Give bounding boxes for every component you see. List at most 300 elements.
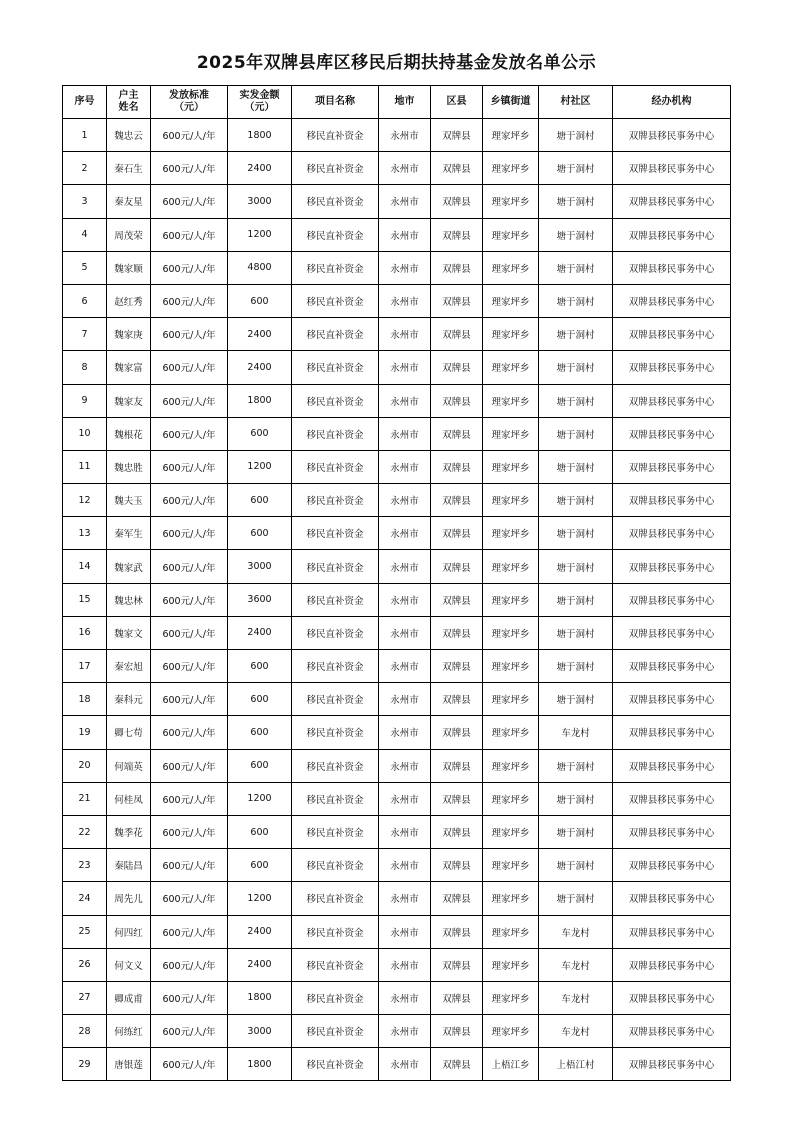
- header-village: 村社区: [539, 86, 613, 119]
- cell-no: 2: [63, 152, 107, 185]
- cell-amount: 600: [228, 517, 292, 550]
- cell-org: 双牌县移民事务中心: [613, 782, 731, 815]
- cell-standard: 600元/人/年: [151, 650, 228, 683]
- table-row: [63, 517, 731, 550]
- cell-name: 秦石生: [107, 152, 151, 185]
- cell-village: 塘于洞村: [539, 119, 613, 152]
- cell-project: 移民直补资金: [292, 1015, 379, 1048]
- cell-county: 双牌县: [431, 284, 483, 317]
- cell-org: 双牌县移民事务中心: [613, 749, 731, 782]
- cell-city: 永州市: [379, 716, 431, 749]
- header-standard-line1: 发放标准: [169, 90, 209, 101]
- cell-county: 双牌县: [431, 782, 483, 815]
- table-row: [63, 849, 731, 882]
- cell-standard: 600元/人/年: [151, 981, 228, 1014]
- cell-standard: 600元/人/年: [151, 185, 228, 218]
- cell-town: 理家坪乡: [483, 218, 539, 251]
- table-row: [63, 550, 731, 583]
- cell-amount: 2400: [228, 616, 292, 649]
- table-row: [63, 683, 731, 716]
- cell-name: 魏家友: [107, 384, 151, 417]
- cell-name: 何端英: [107, 749, 151, 782]
- cell-org: 双牌县移民事务中心: [613, 351, 731, 384]
- cell-city: 永州市: [379, 517, 431, 550]
- cell-village: 上梧江村: [539, 1048, 613, 1081]
- cell-no: 6: [63, 284, 107, 317]
- cell-town: 理家坪乡: [483, 650, 539, 683]
- table-row: [63, 251, 731, 284]
- cell-amount: 2400: [228, 915, 292, 948]
- cell-standard: 600元/人/年: [151, 716, 228, 749]
- cell-standard: 600元/人/年: [151, 1015, 228, 1048]
- header-org: 经办机构: [613, 86, 731, 119]
- cell-county: 双牌县: [431, 849, 483, 882]
- table-row: [63, 284, 731, 317]
- cell-town: 理家坪乡: [483, 981, 539, 1014]
- cell-name: 周茂荣: [107, 218, 151, 251]
- cell-no: 13: [63, 517, 107, 550]
- cell-town: 理家坪乡: [483, 152, 539, 185]
- cell-name: 魏忠林: [107, 583, 151, 616]
- cell-org: 双牌县移民事务中心: [613, 384, 731, 417]
- cell-village: 塘于洞村: [539, 749, 613, 782]
- header-amount-line1: 实发金额: [239, 90, 280, 101]
- cell-project: 移民直补资金: [292, 915, 379, 948]
- table-row: [63, 185, 731, 218]
- cell-town: 理家坪乡: [483, 284, 539, 317]
- cell-village: 车龙村: [539, 915, 613, 948]
- cell-city: 永州市: [379, 815, 431, 848]
- cell-name: 卿成甫: [107, 981, 151, 1014]
- cell-town: 理家坪乡: [483, 251, 539, 284]
- cell-county: 双牌县: [431, 915, 483, 948]
- cell-no: 16: [63, 616, 107, 649]
- cell-amount: 1800: [228, 119, 292, 152]
- cell-town: 理家坪乡: [483, 683, 539, 716]
- cell-town: 理家坪乡: [483, 882, 539, 915]
- table-row: [63, 981, 731, 1014]
- cell-name: 秦宏旭: [107, 650, 151, 683]
- cell-project: 移民直补资金: [292, 119, 379, 152]
- cell-amount: 600: [228, 417, 292, 450]
- cell-amount: 1800: [228, 1048, 292, 1081]
- cell-town: 理家坪乡: [483, 384, 539, 417]
- cell-village: 车龙村: [539, 1015, 613, 1048]
- cell-city: 永州市: [379, 782, 431, 815]
- cell-org: 双牌县移民事务中心: [613, 119, 731, 152]
- cell-town: 理家坪乡: [483, 849, 539, 882]
- cell-no: 20: [63, 749, 107, 782]
- cell-no: 12: [63, 484, 107, 517]
- cell-no: 21: [63, 782, 107, 815]
- cell-org: 双牌县移民事务中心: [613, 550, 731, 583]
- cell-amount: 1200: [228, 450, 292, 483]
- cell-org: 双牌县移民事务中心: [613, 185, 731, 218]
- cell-org: 双牌县移民事务中心: [613, 450, 731, 483]
- header-no: 序号: [63, 86, 107, 119]
- cell-village: 塘于洞村: [539, 815, 613, 848]
- cell-county: 双牌县: [431, 484, 483, 517]
- cell-city: 永州市: [379, 882, 431, 915]
- cell-city: 永州市: [379, 849, 431, 882]
- cell-village: 塘于洞村: [539, 882, 613, 915]
- table-row: [63, 450, 731, 483]
- cell-amount: 1200: [228, 218, 292, 251]
- cell-amount: 1800: [228, 981, 292, 1014]
- cell-city: 永州市: [379, 384, 431, 417]
- header-standard: [151, 86, 228, 119]
- cell-county: 双牌县: [431, 417, 483, 450]
- cell-village: 车龙村: [539, 981, 613, 1014]
- cell-no: 26: [63, 948, 107, 981]
- cell-standard: 600元/人/年: [151, 882, 228, 915]
- cell-project: 移民直补资金: [292, 583, 379, 616]
- cell-standard: 600元/人/年: [151, 683, 228, 716]
- cell-standard: 600元/人/年: [151, 119, 228, 152]
- cell-no: 14: [63, 550, 107, 583]
- cell-amount: 3000: [228, 550, 292, 583]
- cell-village: 车龙村: [539, 716, 613, 749]
- cell-county: 双牌县: [431, 450, 483, 483]
- cell-county: 双牌县: [431, 981, 483, 1014]
- header-town: 乡镇街道: [483, 86, 539, 119]
- cell-town: 理家坪乡: [483, 517, 539, 550]
- table-header-row: [63, 86, 731, 119]
- cell-amount: 3600: [228, 583, 292, 616]
- cell-town: 理家坪乡: [483, 616, 539, 649]
- cell-name: 何文义: [107, 948, 151, 981]
- cell-city: 永州市: [379, 185, 431, 218]
- cell-project: 移民直补资金: [292, 517, 379, 550]
- cell-village: 塘于洞村: [539, 650, 613, 683]
- cell-amount: 2400: [228, 152, 292, 185]
- cell-town: 理家坪乡: [483, 815, 539, 848]
- cell-org: 双牌县移民事务中心: [613, 417, 731, 450]
- cell-county: 双牌县: [431, 650, 483, 683]
- header-amount: [228, 86, 292, 119]
- cell-name: 魏夫玉: [107, 484, 151, 517]
- table-row: [63, 616, 731, 649]
- cell-city: 永州市: [379, 683, 431, 716]
- header-amount-line2: （元）: [244, 102, 275, 113]
- cell-org: 双牌县移民事务中心: [613, 1015, 731, 1048]
- cell-name: 魏家庚: [107, 318, 151, 351]
- cell-name: 周先儿: [107, 882, 151, 915]
- cell-name: 赵红秀: [107, 284, 151, 317]
- table-row: [63, 417, 731, 450]
- cell-name: 魏家富: [107, 351, 151, 384]
- cell-amount: 2400: [228, 351, 292, 384]
- cell-town: 理家坪乡: [483, 948, 539, 981]
- table-row: [63, 650, 731, 683]
- cell-org: 双牌县移民事务中心: [613, 815, 731, 848]
- cell-no: 9: [63, 384, 107, 417]
- cell-standard: 600元/人/年: [151, 351, 228, 384]
- cell-org: 双牌县移民事务中心: [613, 152, 731, 185]
- cell-village: 塘于洞村: [539, 683, 613, 716]
- cell-county: 双牌县: [431, 517, 483, 550]
- cell-no: 7: [63, 318, 107, 351]
- cell-standard: 600元/人/年: [151, 948, 228, 981]
- cell-village: 塘于洞村: [539, 152, 613, 185]
- table-row: [63, 882, 731, 915]
- cell-org: 双牌县移民事务中心: [613, 981, 731, 1014]
- cell-org: 双牌县移民事务中心: [613, 1048, 731, 1081]
- cell-amount: 1200: [228, 782, 292, 815]
- cell-name: 魏家顺: [107, 251, 151, 284]
- cell-org: 双牌县移民事务中心: [613, 915, 731, 948]
- cell-amount: 600: [228, 683, 292, 716]
- cell-project: 移民直补资金: [292, 815, 379, 848]
- cell-org: 双牌县移民事务中心: [613, 318, 731, 351]
- table-row: [63, 384, 731, 417]
- cell-no: 28: [63, 1015, 107, 1048]
- cell-name: 魏季花: [107, 815, 151, 848]
- cell-amount: 600: [228, 716, 292, 749]
- cell-no: 18: [63, 683, 107, 716]
- cell-project: 移民直补资金: [292, 218, 379, 251]
- cell-project: 移民直补资金: [292, 782, 379, 815]
- cell-standard: 600元/人/年: [151, 218, 228, 251]
- cell-standard: 600元/人/年: [151, 583, 228, 616]
- cell-no: 17: [63, 650, 107, 683]
- cell-project: 移民直补资金: [292, 152, 379, 185]
- cell-org: 双牌县移民事务中心: [613, 650, 731, 683]
- cell-city: 永州市: [379, 650, 431, 683]
- cell-village: 塘于洞村: [539, 218, 613, 251]
- cell-village: 塘于洞村: [539, 616, 613, 649]
- cell-name: 何桂凤: [107, 782, 151, 815]
- cell-village: 塘于洞村: [539, 351, 613, 384]
- cell-county: 双牌县: [431, 616, 483, 649]
- cell-name: 卿七苟: [107, 716, 151, 749]
- cell-city: 永州市: [379, 1015, 431, 1048]
- cell-county: 双牌县: [431, 716, 483, 749]
- cell-city: 永州市: [379, 1048, 431, 1081]
- cell-village: 塘于洞村: [539, 583, 613, 616]
- cell-county: 双牌县: [431, 318, 483, 351]
- table-row: [63, 782, 731, 815]
- page-title: 2025年双牌县库区移民后期扶持基金发放名单公示: [196, 53, 597, 73]
- cell-project: 移民直补资金: [292, 749, 379, 782]
- cell-county: 双牌县: [431, 583, 483, 616]
- cell-city: 永州市: [379, 251, 431, 284]
- cell-name: 魏根花: [107, 417, 151, 450]
- table-row: [63, 1048, 731, 1081]
- cell-village: 塘于洞村: [539, 318, 613, 351]
- cell-village: 塘于洞村: [539, 782, 613, 815]
- cell-city: 永州市: [379, 915, 431, 948]
- table-row: [63, 815, 731, 848]
- cell-org: 双牌县移民事务中心: [613, 284, 731, 317]
- cell-org: 双牌县移民事务中心: [613, 484, 731, 517]
- cell-no: 1: [63, 119, 107, 152]
- cell-name: 何四红: [107, 915, 151, 948]
- cell-county: 双牌县: [431, 218, 483, 251]
- cell-county: 双牌县: [431, 815, 483, 848]
- cell-standard: 600元/人/年: [151, 318, 228, 351]
- cell-amount: 600: [228, 815, 292, 848]
- payment-roster-table: [62, 85, 731, 1081]
- cell-standard: 600元/人/年: [151, 915, 228, 948]
- cell-name: 秦科元: [107, 683, 151, 716]
- table-row: [63, 152, 731, 185]
- cell-town: 理家坪乡: [483, 450, 539, 483]
- cell-amount: 2400: [228, 318, 292, 351]
- cell-city: 永州市: [379, 550, 431, 583]
- cell-standard: 600元/人/年: [151, 417, 228, 450]
- cell-name: 魏家文: [107, 616, 151, 649]
- cell-village: 塘于洞村: [539, 517, 613, 550]
- cell-amount: 600: [228, 650, 292, 683]
- table-row: [63, 218, 731, 251]
- cell-amount: 600: [228, 749, 292, 782]
- table-row: [63, 318, 731, 351]
- cell-town: 理家坪乡: [483, 119, 539, 152]
- cell-standard: 600元/人/年: [151, 782, 228, 815]
- cell-standard: 600元/人/年: [151, 849, 228, 882]
- cell-standard: 600元/人/年: [151, 749, 228, 782]
- cell-amount: 3000: [228, 185, 292, 218]
- cell-city: 永州市: [379, 948, 431, 981]
- cell-amount: 3000: [228, 1015, 292, 1048]
- cell-no: 4: [63, 218, 107, 251]
- cell-org: 双牌县移民事务中心: [613, 218, 731, 251]
- cell-amount: 600: [228, 849, 292, 882]
- cell-village: 塘于洞村: [539, 417, 613, 450]
- table-row: [63, 716, 731, 749]
- cell-project: 移民直补资金: [292, 1048, 379, 1081]
- cell-no: 23: [63, 849, 107, 882]
- cell-town: 理家坪乡: [483, 915, 539, 948]
- cell-name: 魏忠胜: [107, 450, 151, 483]
- cell-amount: 4800: [228, 251, 292, 284]
- cell-county: 双牌县: [431, 550, 483, 583]
- cell-standard: 600元/人/年: [151, 450, 228, 483]
- table-row: [63, 583, 731, 616]
- cell-standard: 600元/人/年: [151, 815, 228, 848]
- cell-standard: 600元/人/年: [151, 152, 228, 185]
- cell-project: 移民直补资金: [292, 185, 379, 218]
- cell-town: 理家坪乡: [483, 185, 539, 218]
- cell-standard: 600元/人/年: [151, 550, 228, 583]
- cell-village: 塘于洞村: [539, 185, 613, 218]
- cell-project: 移民直补资金: [292, 616, 379, 649]
- cell-city: 永州市: [379, 152, 431, 185]
- cell-city: 永州市: [379, 981, 431, 1014]
- cell-project: 移民直补资金: [292, 948, 379, 981]
- cell-org: 双牌县移民事务中心: [613, 849, 731, 882]
- cell-name: 秦友星: [107, 185, 151, 218]
- cell-standard: 600元/人/年: [151, 284, 228, 317]
- cell-project: 移民直补资金: [292, 981, 379, 1014]
- cell-city: 永州市: [379, 351, 431, 384]
- cell-standard: 600元/人/年: [151, 384, 228, 417]
- cell-city: 永州市: [379, 484, 431, 517]
- cell-county: 双牌县: [431, 1048, 483, 1081]
- cell-project: 移民直补资金: [292, 550, 379, 583]
- header-county: 区县: [431, 86, 483, 119]
- cell-no: 24: [63, 882, 107, 915]
- cell-county: 双牌县: [431, 152, 483, 185]
- cell-amount: 1800: [228, 384, 292, 417]
- cell-name: 魏家武: [107, 550, 151, 583]
- cell-city: 永州市: [379, 318, 431, 351]
- cell-project: 移民直补资金: [292, 849, 379, 882]
- cell-county: 双牌县: [431, 882, 483, 915]
- cell-no: 15: [63, 583, 107, 616]
- header-name-line2: 姓名: [118, 102, 139, 113]
- cell-town: 上梧江乡: [483, 1048, 539, 1081]
- cell-town: 理家坪乡: [483, 351, 539, 384]
- cell-no: 29: [63, 1048, 107, 1081]
- cell-town: 理家坪乡: [483, 782, 539, 815]
- cell-org: 双牌县移民事务中心: [613, 948, 731, 981]
- cell-county: 双牌县: [431, 119, 483, 152]
- cell-org: 双牌县移民事务中心: [613, 517, 731, 550]
- cell-county: 双牌县: [431, 185, 483, 218]
- cell-no: 22: [63, 815, 107, 848]
- cell-org: 双牌县移民事务中心: [613, 251, 731, 284]
- cell-town: 理家坪乡: [483, 484, 539, 517]
- header-name-line1: 户主: [118, 90, 139, 101]
- cell-org: 双牌县移民事务中心: [613, 716, 731, 749]
- cell-county: 双牌县: [431, 683, 483, 716]
- cell-city: 永州市: [379, 749, 431, 782]
- cell-project: 移民直补资金: [292, 318, 379, 351]
- cell-no: 11: [63, 450, 107, 483]
- cell-city: 永州市: [379, 583, 431, 616]
- table-row: [63, 948, 731, 981]
- cell-town: 理家坪乡: [483, 550, 539, 583]
- header-name: [107, 86, 151, 119]
- table-body: [63, 119, 731, 1081]
- cell-amount: 600: [228, 484, 292, 517]
- cell-standard: 600元/人/年: [151, 251, 228, 284]
- cell-name: 秦军生: [107, 517, 151, 550]
- cell-standard: 600元/人/年: [151, 484, 228, 517]
- cell-no: 19: [63, 716, 107, 749]
- cell-project: 移民直补资金: [292, 351, 379, 384]
- table-row: [63, 484, 731, 517]
- cell-city: 永州市: [379, 417, 431, 450]
- cell-name: 唐银莲: [107, 1048, 151, 1081]
- cell-village: 塘于洞村: [539, 251, 613, 284]
- cell-town: 理家坪乡: [483, 749, 539, 782]
- cell-amount: 1200: [228, 882, 292, 915]
- cell-city: 永州市: [379, 284, 431, 317]
- cell-standard: 600元/人/年: [151, 616, 228, 649]
- header-project: 项目名称: [292, 86, 379, 119]
- cell-county: 双牌县: [431, 251, 483, 284]
- cell-name: 何练红: [107, 1015, 151, 1048]
- cell-project: 移民直补资金: [292, 450, 379, 483]
- header-city: 地市: [379, 86, 431, 119]
- header-standard-line2: （元）: [174, 102, 204, 113]
- cell-county: 双牌县: [431, 749, 483, 782]
- cell-town: 理家坪乡: [483, 417, 539, 450]
- cell-project: 移民直补资金: [292, 284, 379, 317]
- cell-project: 移民直补资金: [292, 484, 379, 517]
- cell-town: 理家坪乡: [483, 583, 539, 616]
- cell-city: 永州市: [379, 616, 431, 649]
- cell-org: 双牌县移民事务中心: [613, 583, 731, 616]
- cell-town: 理家坪乡: [483, 1015, 539, 1048]
- cell-no: 8: [63, 351, 107, 384]
- cell-org: 双牌县移民事务中心: [613, 882, 731, 915]
- cell-village: 塘于洞村: [539, 450, 613, 483]
- table-row: [63, 119, 731, 152]
